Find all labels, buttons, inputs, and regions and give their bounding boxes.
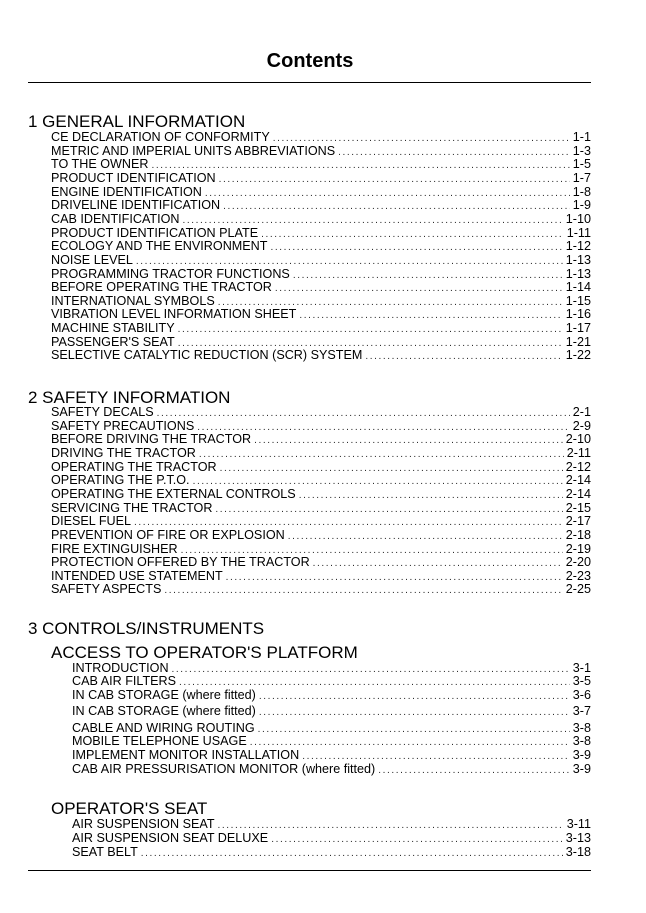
toc-entry-label: INTENDED USE STATEMENT	[51, 568, 223, 583]
toc-entry-page: 1-14	[565, 280, 591, 295]
bottom-rule	[28, 870, 591, 871]
toc-entry-label: SAFETY PRECAUTIONS	[51, 418, 195, 433]
toc-entry-label: CAB AIR PRESSURISATION MONITOR (where fitted)	[72, 762, 376, 776]
toc-entry-page: 3-8	[572, 734, 591, 748]
toc-entry-label: ENGINE IDENTIFICATION	[51, 184, 202, 199]
toc-entry-label: PRODUCT IDENTIFICATION PLATE	[51, 225, 259, 240]
toc-entry-label: CAB AIR FILTERS	[72, 674, 177, 688]
page-title: Contents	[266, 50, 354, 72]
toc-entry-page: 1-13	[565, 266, 591, 281]
toc-entry-page: 1-13	[565, 252, 591, 267]
toc-entry-label: OPERATING THE TRACTOR	[51, 459, 217, 474]
toc-entry-page: 3-1	[572, 661, 591, 675]
toc-entry-label: PREVENTION OF FIRE OR EXPLOSION	[51, 527, 285, 542]
toc-entry-label: CAB IDENTIFICATION	[51, 211, 180, 226]
toc-entry-page: 3-11	[566, 817, 591, 831]
toc-entry-page: 1-1	[572, 130, 591, 144]
toc-leader-dots	[141, 847, 563, 861]
toc-entry-label: CABLE AND WIRING ROUTING	[72, 721, 255, 735]
toc-entry-label: BEFORE OPERATING THE TRACTOR	[51, 280, 272, 295]
toc-entry-page: 2-10	[565, 432, 591, 447]
toc-entry-page: 2-14	[565, 473, 591, 488]
toc-entry-page: 2-25	[565, 582, 591, 597]
toc-entry[interactable]	[72, 688, 591, 704]
toc-entry-page: 2-11	[566, 445, 591, 460]
toc-entry[interactable]	[72, 704, 591, 720]
section-heading: 3 CONTROLS/INSTRUMENTS	[28, 619, 265, 638]
toc-entry-label: NOISE LEVEL	[51, 252, 133, 267]
toc-entry[interactable]	[72, 845, 591, 861]
toc-entry-label: IMPLEMENT MONITOR INSTALLATION	[72, 748, 300, 762]
toc-entry-page: 1-3	[572, 143, 591, 158]
toc-entry-label: INTERNATIONAL SYMBOLS	[51, 293, 215, 308]
toc-entry-page: 1-21	[565, 334, 591, 349]
section-heading: 1 GENERAL INFORMATION	[28, 112, 246, 131]
toc-entry-label: VIBRATION LEVEL INFORMATION SHEET	[51, 307, 297, 322]
toc-leader-dots	[365, 350, 562, 364]
toc-entry-page: 1-12	[565, 239, 591, 254]
toc-entry-page: 3-9	[572, 748, 591, 762]
toc-entry[interactable]	[51, 348, 591, 364]
toc-entry-label: DIESEL FUEL	[51, 514, 132, 529]
toc-entry-label: SAFETY ASPECTS	[51, 582, 162, 597]
toc-entry-page: 1-22	[565, 348, 591, 363]
toc-entry-label: OPERATING THE EXTERNAL CONTROLS	[51, 486, 296, 501]
toc-entry-label: METRIC AND IMPERIAL UNITS ABBREVIATIONS	[51, 143, 336, 158]
toc-entry-page: 2-20	[565, 555, 591, 570]
section-heading: 2 SAFETY INFORMATION	[28, 388, 231, 407]
toc-entry-page: 2-14	[565, 486, 591, 501]
toc-entry-label: SAFETY DECALS	[51, 405, 154, 419]
toc-entry[interactable]	[51, 582, 591, 598]
toc-entry-label: BEFORE DRIVING THE TRACTOR	[51, 432, 252, 447]
toc-leader-dots	[164, 584, 562, 598]
toc-entry[interactable]	[72, 762, 591, 778]
toc-entry-page: 1-15	[565, 293, 591, 308]
toc-entry-page: 3-13	[565, 831, 591, 846]
toc-entry-page: 1-17	[565, 321, 591, 336]
toc-entry-label: SELECTIVE CATALYTIC REDUCTION (SCR) SYSTEM	[51, 348, 363, 363]
toc-entry-label: PASSENGER'S SEAT	[51, 334, 175, 349]
toc-entry-page: 3-5	[572, 674, 591, 688]
toc-entry-page: 1-16	[565, 307, 591, 322]
toc-entry-page: 2-1	[572, 405, 591, 419]
toc-entry-label: PRODUCT IDENTIFICATION	[51, 170, 216, 185]
toc-entry-page: 2-19	[565, 541, 591, 556]
toc-entry-page: 1-11	[566, 225, 591, 240]
toc-entry-label: FIRE EXTINGUISHER	[51, 541, 178, 556]
toc-entry-label: ECOLOGY AND THE ENVIRONMENT	[51, 239, 268, 254]
toc-entry-label: OPERATING THE P.T.O.	[51, 473, 190, 488]
toc-entry-label: PROTECTION OFFERED BY THE TRACTOR	[51, 555, 310, 570]
toc-entry-label: AIR SUSPENSION SEAT	[72, 817, 215, 831]
toc-entry-page: 3-18	[565, 845, 591, 860]
toc-entry-label: MOBILE TELEPHONE USAGE	[72, 734, 247, 748]
toc-leader-dots	[259, 690, 570, 704]
toc-entry-page: 1-7	[572, 170, 591, 185]
toc-entry-page: 2-12	[565, 459, 591, 474]
toc-entry-label: MACHINE STABILITY	[51, 321, 175, 336]
toc-leader-dots	[259, 706, 570, 720]
toc-entry-page: 1-8	[572, 184, 591, 199]
toc-entry-label: PROGRAMMING TRACTOR FUNCTIONS	[51, 266, 290, 281]
toc-entry-page: 3-9	[572, 762, 591, 776]
toc-entry-page: 2-18	[565, 527, 591, 542]
toc-entry-label: AIR SUSPENSION SEAT DELUXE	[72, 831, 269, 846]
toc-entry-page: 3-7	[572, 704, 591, 718]
toc-entry-page: 2-23	[565, 568, 591, 583]
toc-entry-label: IN CAB STORAGE (where fitted)	[72, 688, 256, 702]
toc-entry-page: 3-8	[572, 721, 591, 735]
toc-entry-page: 2-9	[572, 418, 591, 433]
toc-entry-page: 1-10	[565, 211, 591, 226]
toc-entry-page: 2-17	[565, 514, 591, 529]
toc-entry-label: SERVICING THE TRACTOR	[51, 500, 213, 515]
toc-entry-page: 2-15	[565, 500, 591, 515]
toc-entry-page: 1-5	[572, 157, 591, 172]
subsection-heading: OPERATOR'S SEAT	[51, 799, 208, 818]
toc-entry-label: DRIVELINE IDENTIFICATION	[51, 198, 221, 213]
toc-leader-dots	[378, 764, 570, 778]
subsection-heading: ACCESS TO OPERATOR'S PLATFORM	[51, 643, 358, 662]
toc-entry-label: DRIVING THE TRACTOR	[51, 445, 196, 460]
toc-entry-label: CE DECLARATION OF CONFORMITY	[51, 130, 270, 144]
toc-entry-label: INTRODUCTION	[72, 661, 169, 675]
toc-entry-page: 1-9	[572, 198, 591, 213]
toc-entry-page: 3-6	[572, 688, 591, 702]
toc-entry-label: TO THE OWNER	[51, 157, 149, 172]
toc-entry-label: SEAT BELT	[72, 845, 138, 860]
toc-entry-label: IN CAB STORAGE (where fitted)	[72, 704, 256, 718]
top-rule	[28, 82, 591, 83]
